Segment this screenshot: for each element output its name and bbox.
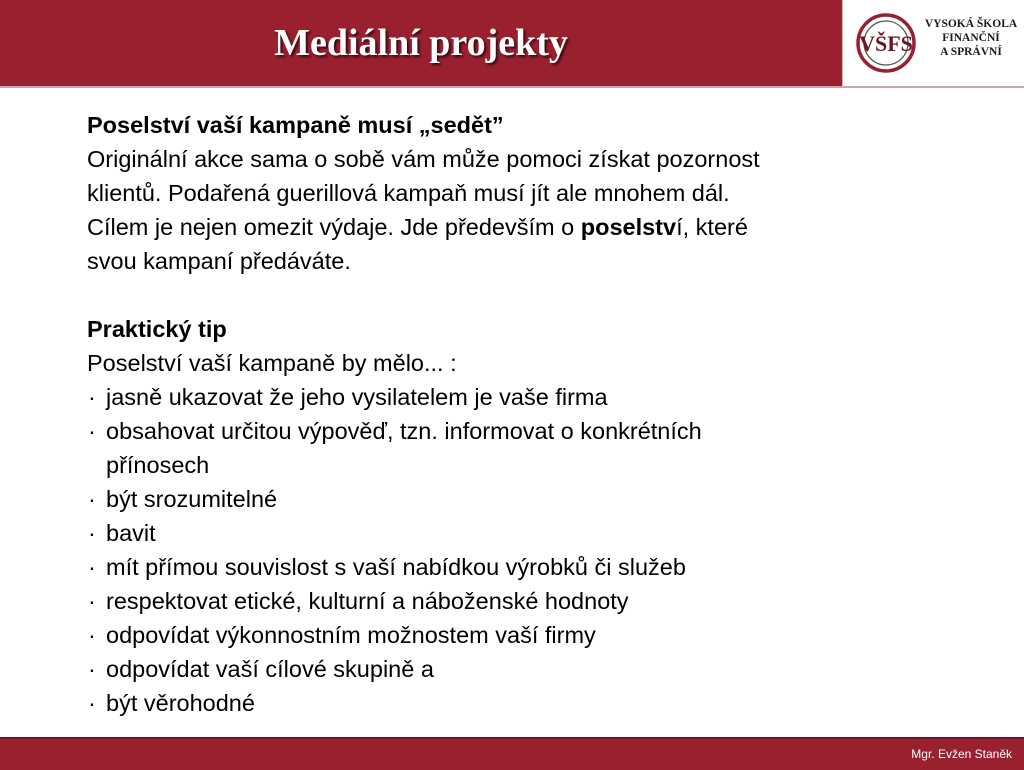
bullet-icon: ·: [88, 486, 96, 512]
list-item-text: odpovídat vaší cílové skupině a: [106, 656, 434, 682]
emphasis-message: poselstv: [580, 214, 677, 240]
list-item-text: být srozumitelné: [106, 486, 278, 512]
vsfs-logo-icon: [853, 8, 919, 78]
list-item-text: být věrohodné: [106, 690, 255, 716]
list-item: [87, 652, 947, 686]
list-item-text: respektovat etické, kulturní a náboženské hodnoty: [106, 588, 629, 614]
list-item: [87, 584, 947, 618]
header-bar: [0, 0, 842, 86]
bullet-icon: ·: [88, 622, 96, 648]
svg-text:VŠFS: VŠFS: [859, 31, 913, 56]
list-item-text: odpovídat výkonnostním možnostem vaší firmy: [106, 622, 596, 648]
bullet-icon: ·: [88, 384, 96, 410]
list-item: [87, 686, 947, 720]
paragraph-line-4: svou kampaní předáváte.: [87, 248, 351, 274]
list-item: [87, 550, 947, 584]
school-name-line-3: A SPRÁVNÍ: [940, 46, 1002, 58]
list-item: [87, 414, 947, 448]
bullet-icon: ·: [88, 554, 96, 580]
author-name: Mgr. Evžen Staněk: [911, 747, 1012, 761]
list-item: [87, 482, 947, 516]
school-logo: [842, 0, 1024, 86]
heading-practical-tip: Praktický tip: [87, 316, 227, 342]
list-item: [87, 618, 947, 652]
list-item-text: mít přímou souvislost s vaší nabídkou výrobků či služeb: [106, 554, 686, 580]
list-item: [87, 516, 947, 550]
paragraph-line-1: Originální akce sama o sobě vám může pomoci získat pozornost: [87, 146, 760, 172]
school-name-line-2: FINANČNÍ: [942, 32, 1000, 44]
footer-bar: [0, 737, 1024, 770]
paragraph-line-3-start: Cílem je nejen omezit výdaje. Jde především o: [87, 214, 581, 240]
header-divider: [0, 86, 1024, 88]
list-item-text: obsahovat určitou výpověď, tzn. informovat o konkrétních: [106, 418, 702, 444]
paragraph-line-3: [87, 210, 947, 244]
bullet-icon: ·: [88, 588, 96, 614]
list-item-text: jasně ukazovat že jeho vysilatelem je vaše firma: [106, 384, 608, 410]
slide-body: [87, 108, 947, 720]
intro-line: Poselství vaší kampaně by mělo... :: [87, 350, 457, 376]
list-item-text: bavit: [106, 520, 156, 546]
list-item-text: přínosech: [106, 452, 210, 478]
bullet-icon: ·: [88, 520, 96, 546]
paragraph-line-2: klientů. Podařená guerillová kampaň musí jít ale mnohem dál.: [87, 180, 730, 206]
school-name: [921, 17, 1021, 59]
bullet-icon: ·: [88, 418, 96, 444]
list-item-continuation: [87, 448, 947, 482]
heading-message: Poselství vaší kampaně musí „sedět”: [87, 112, 504, 138]
paragraph-line-3-end: í, které: [676, 214, 748, 240]
bullet-icon: ·: [88, 656, 96, 682]
slide-title-text: Mediální projekty: [274, 22, 568, 64]
school-name-line-1: VYSOKÁ ŠKOLA: [924, 18, 1018, 30]
spacer: [87, 278, 947, 312]
bullet-icon: ·: [88, 690, 96, 716]
list-item: [87, 380, 947, 414]
slide-title: [0, 20, 842, 66]
